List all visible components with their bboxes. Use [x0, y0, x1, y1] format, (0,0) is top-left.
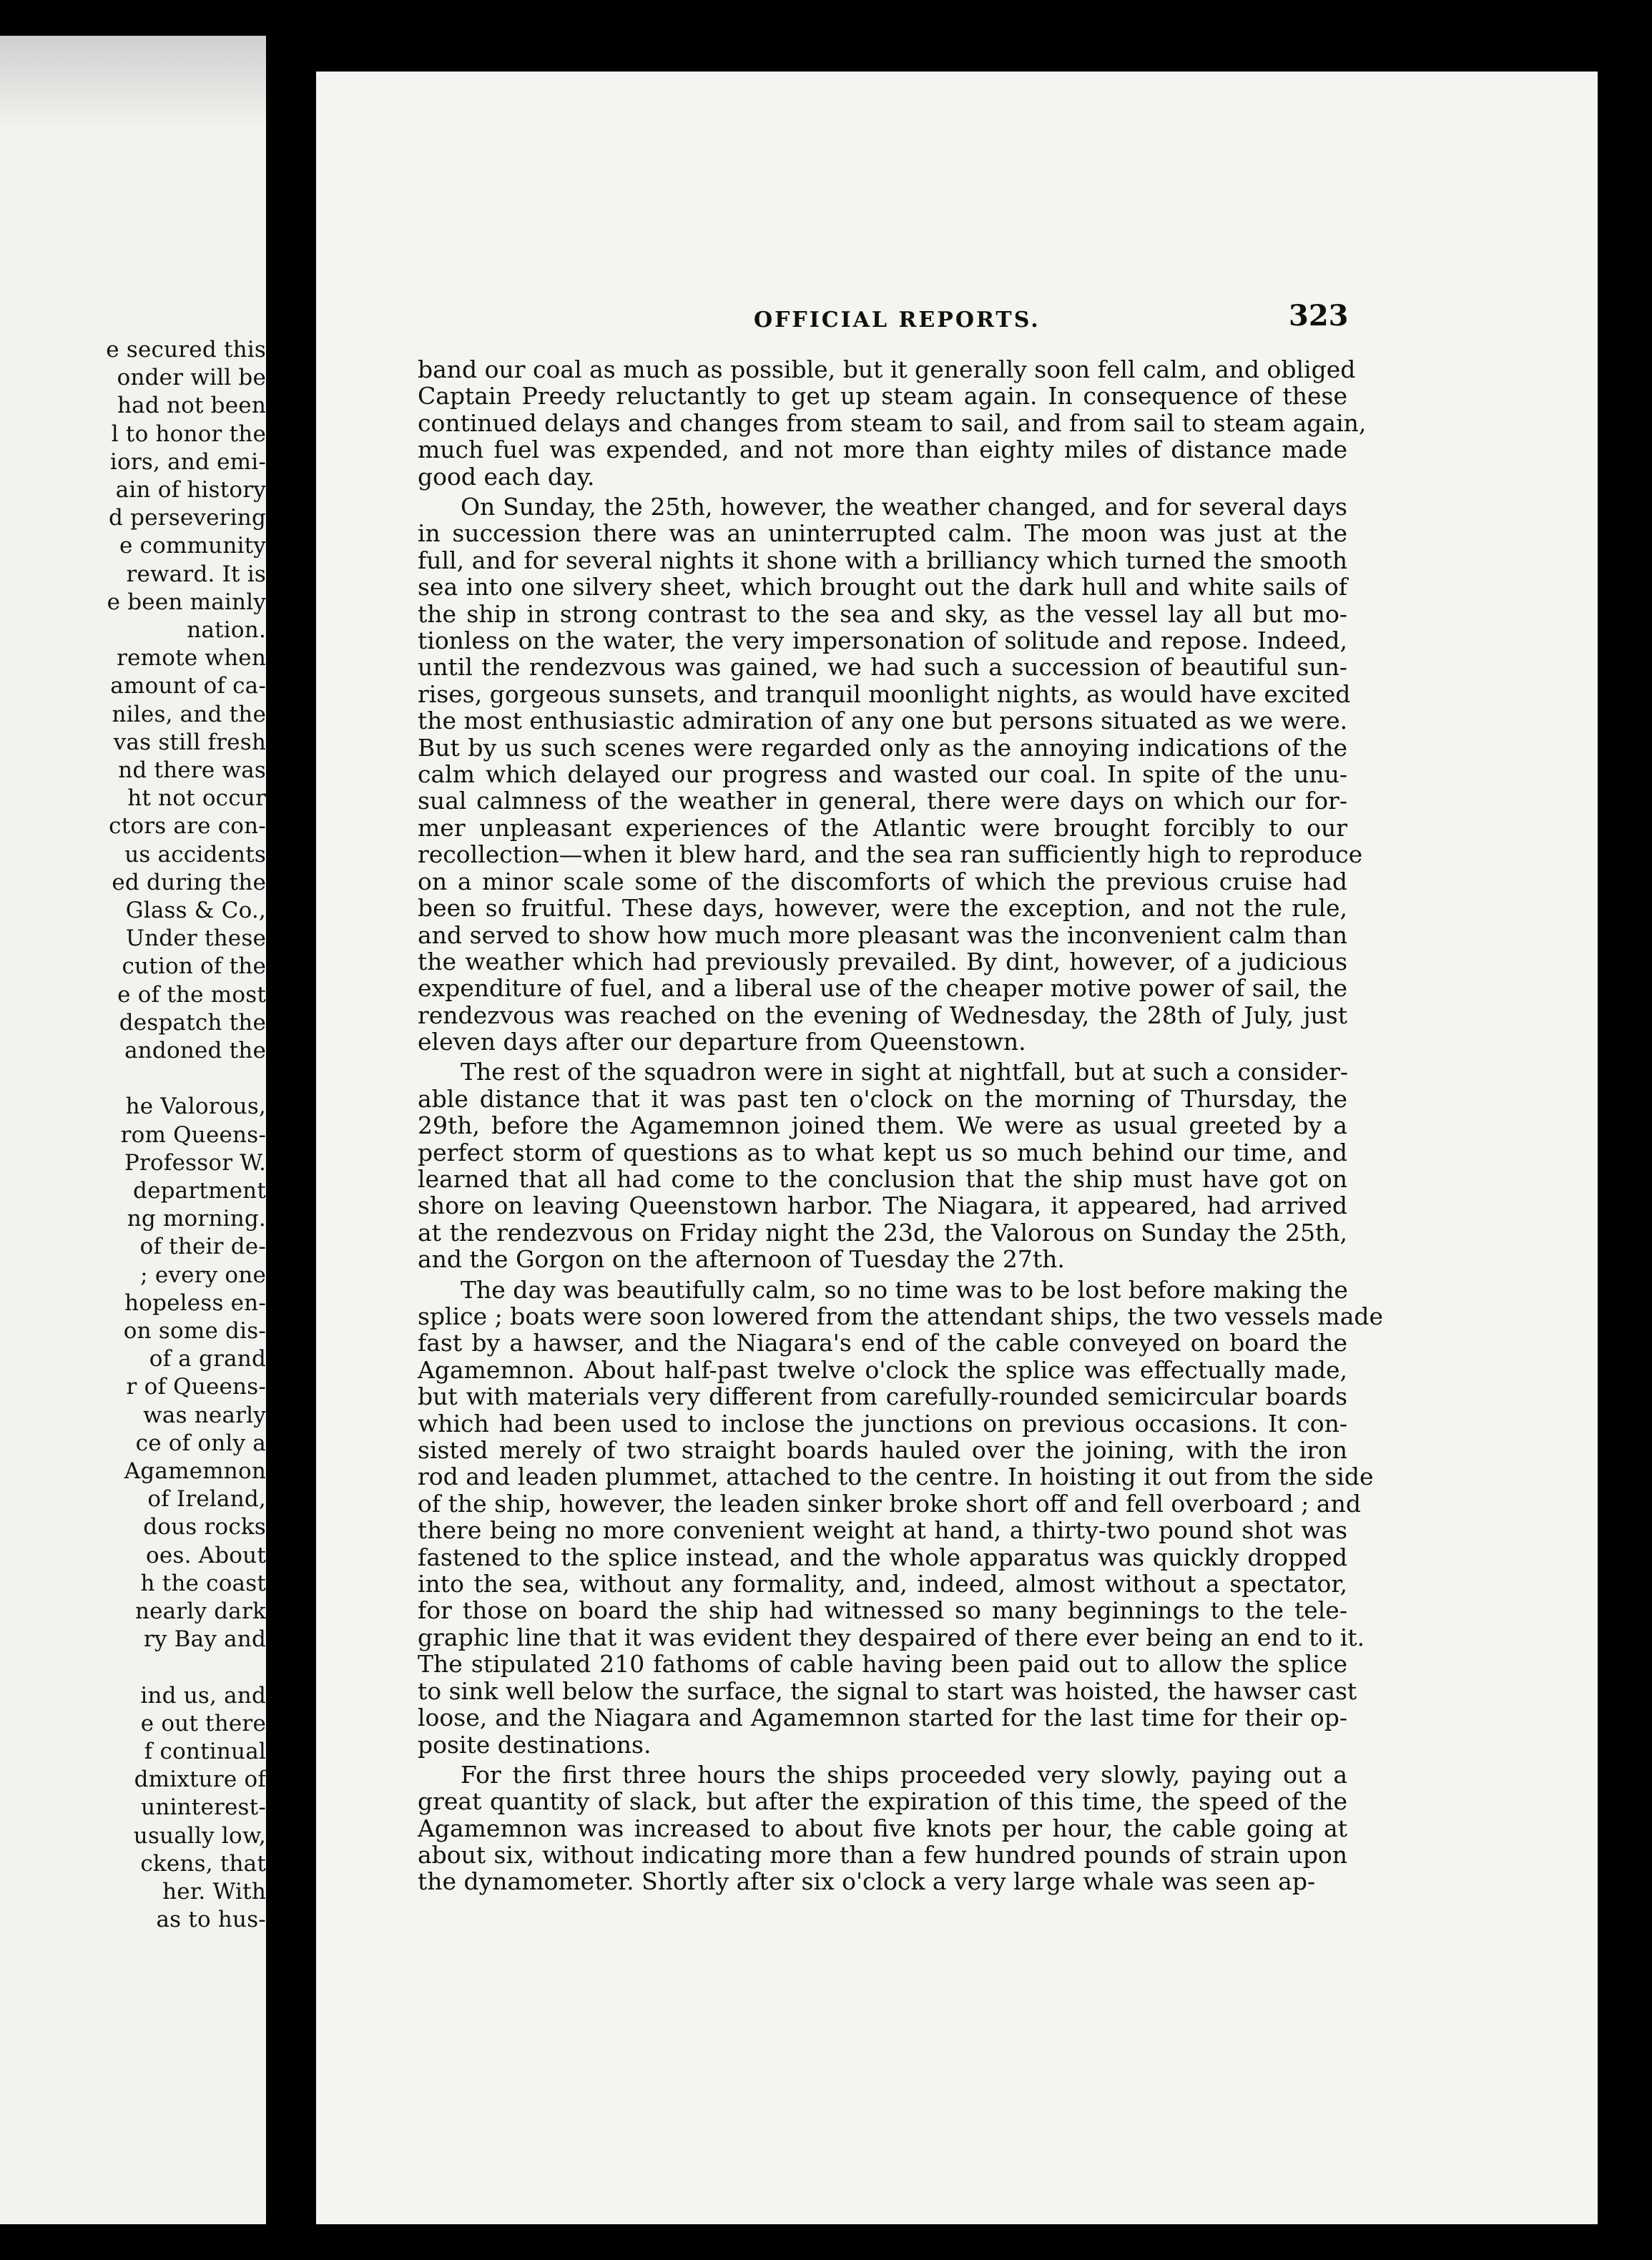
- text-line: in succession there was an uninterrupted calm. The moon was just at the: [418, 519, 1347, 548]
- text-line: On Sunday, the 25th, however, the weather changed, and for several days: [461, 493, 1347, 521]
- right-page: [316, 72, 1598, 2260]
- page-number: 323: [1289, 299, 1349, 333]
- text-line: into the sea, without any formality, and, indeed, almost without a spectator,: [418, 1570, 1347, 1598]
- left-page: [0, 36, 266, 2239]
- text-line: The rest of the squadron were in sight at nightfall, but at such a consider-: [461, 1058, 1349, 1086]
- left-page-line: e out there: [140, 1710, 266, 1736]
- text-line: on a minor scale some of the discomforts of which the previous cruise had: [418, 867, 1347, 895]
- left-page-line: of a grand: [149, 1346, 266, 1372]
- left-page-line: vas still fresh: [113, 729, 266, 755]
- left-page-line: e community: [119, 533, 266, 559]
- text-line: able distance that it was past ten o'clock on the morning of Thursday, the: [418, 1084, 1347, 1113]
- left-page-line: cution of the: [122, 953, 266, 980]
- left-page-line: Agamemnon: [124, 1458, 266, 1484]
- left-page-line: e secured this: [106, 337, 266, 363]
- left-page-line: reward. It is: [126, 561, 266, 587]
- left-page-line: usually low,: [133, 1822, 266, 1849]
- left-page-line: ind us, and: [140, 1682, 266, 1709]
- text-line: great quantity of slack, but after the expiration of this time, the speed of the: [418, 1787, 1347, 1816]
- left-page-line: r of Queens-: [126, 1374, 266, 1400]
- left-page-line: her. With: [162, 1879, 266, 1905]
- text-line: fastened to the splice instead, and the whole apparatus was quickly dropped: [418, 1543, 1347, 1571]
- page-header: [316, 299, 1598, 342]
- text-line: loose, and the Niagara and Agamemnon started for the last time for their op-: [418, 1704, 1347, 1732]
- text-line: sea into one silvery sheet, which brought out the dark hull and white sails of: [418, 573, 1347, 601]
- text-line: Agamemnon was increased to about five knots per hour, the cable going at: [418, 1814, 1347, 1842]
- left-page-line: d persevering: [109, 505, 266, 531]
- text-line: Captain Preedy reluctantly to get up steam again. In consequence of these: [418, 382, 1347, 411]
- left-page-line: f continual: [144, 1739, 266, 1764]
- left-page-line: ry Bay and: [143, 1626, 266, 1653]
- paragraph: [418, 355, 1367, 491]
- left-page-line: oes. About: [146, 1542, 266, 1568]
- left-page-line: department: [133, 1178, 266, 1204]
- text-line: the ship in strong contrast to the sea and sky, as the vessel lay all but mo-: [418, 599, 1347, 628]
- left-page-line: onder will be: [117, 365, 266, 391]
- text-line: perfect storm of questions as to what kept us so much behind our time, and: [418, 1138, 1347, 1166]
- running-head: OFFICIAL REPORTS.: [754, 308, 1041, 333]
- text-line: the most enthusiastic admiration of any one but persons situated as we were.: [418, 707, 1348, 735]
- left-page-line: had not been: [117, 393, 266, 419]
- left-page-line: dmixture of: [134, 1767, 266, 1793]
- left-page-line: [0, 1654, 266, 1681]
- left-page-line: iors, and emi-: [109, 448, 266, 475]
- text-line: For the first three hours the ships proceeded very slowly, paying out a: [461, 1760, 1347, 1789]
- text-line: at the rendezvous on Friday night the 23d, the Valorous on Sunday the 25th,: [418, 1218, 1347, 1247]
- text-line: to sink well below the surface, the signal to start was hoisted, the hawser cast: [418, 1676, 1357, 1705]
- text-line: the dynamometer. Shortly after six o'clock a very large whale was seen ap-: [418, 1867, 1316, 1896]
- left-page-line: [0, 1065, 266, 1092]
- text-line: the weather which had previously prevailed. By dint, however, of a judicious: [418, 947, 1347, 976]
- left-page-line: nd there was: [118, 757, 266, 783]
- text-line: graphic line that it was evident they despaired of there ever being an end to it.: [418, 1623, 1365, 1651]
- left-page-line: rom Queens-: [120, 1121, 266, 1148]
- text-line: full, and for several nights it shone with a brilliancy which turned the smooth: [418, 546, 1347, 574]
- left-page-line: he Valorous,: [125, 1094, 266, 1120]
- text-line: band our coal as much as possible, but it generally soon fell calm, and obliged: [418, 355, 1356, 383]
- text-line: mer unpleasant experiences of the Atlantic were brought forcibly to our: [418, 813, 1347, 842]
- left-page-line: as to hus-: [156, 1907, 266, 1933]
- text-line: splice ; boats were soon lowered from the attendant ships, the two vessels made: [418, 1302, 1384, 1330]
- left-page-line: ce of only a: [135, 1430, 266, 1456]
- text-line: expenditure of fuel, and a liberal use of the cheaper motive power of sail, the: [418, 974, 1347, 1003]
- left-page-line: on some dis-: [123, 1318, 266, 1344]
- text-line: been so fruitful. These days, however, were the exception, and not the rule,: [418, 894, 1347, 923]
- text-line: sisted merely of two straight boards hauled over the joining, with the iron: [418, 1436, 1347, 1465]
- left-page-line: of their de-: [139, 1234, 266, 1260]
- text-line: much fuel was expended, and not more than eighty miles of distance made: [418, 436, 1347, 464]
- left-page-line: niles, and the: [112, 701, 266, 727]
- text-line: The day was beautifully calm, so no time was to be lost before making the: [461, 1275, 1348, 1304]
- paragraph: [418, 1275, 1384, 1759]
- left-page-line: dous rocks: [143, 1514, 266, 1541]
- text-line: tionless on the water, the very impersonation of solitude and repose. Indeed,: [418, 627, 1347, 655]
- left-page-line: e of the most: [117, 981, 266, 1008]
- text-line: rendezvous was reached on the evening of Wednesday, the 28th of July, just: [418, 1001, 1347, 1029]
- left-page-line: ng morning.: [127, 1206, 266, 1232]
- text-line: Agamemnon. About half-past twelve o'clock the splice was effectually made,: [418, 1355, 1347, 1384]
- text-line: rod and leaden plummet, attached to the centre. In hoisting it out from the side: [418, 1463, 1374, 1491]
- left-page-line: h the coast: [140, 1570, 266, 1596]
- left-page-line: andoned the: [124, 1038, 266, 1063]
- left-page-line: of Ireland,: [147, 1486, 266, 1513]
- text-line: for those on board the ship had witnessed so many beginnings to the tele-: [418, 1596, 1347, 1625]
- left-page-line: Professor W.: [124, 1149, 266, 1176]
- text-line: about six, without indicating more than a few hundred pounds of strain upon: [418, 1841, 1347, 1870]
- left-page-line: despatch the: [119, 1009, 266, 1036]
- left-page-line: ctors are con-: [109, 813, 266, 840]
- left-page-line: ckens, that: [140, 1850, 266, 1877]
- left-page-line: was nearly: [143, 1402, 266, 1428]
- text-line: there being no more convenient weight at hand, a thirty-two pound shot was: [418, 1516, 1347, 1545]
- text-line: But by us such scenes were regarded only as the annoying indications of the: [418, 733, 1347, 762]
- text-line: recollection—when it blew hard, and the sea ran sufficiently high to reproduce: [418, 840, 1363, 869]
- left-page-line: nation.: [187, 617, 266, 643]
- text-line: learned that all had come to the conclusion that the ship must have got on: [418, 1165, 1347, 1194]
- left-page-line: Glass & Co.,: [125, 898, 266, 923]
- text-line: fast by a hawser, and the Niagara's end of the cable conveyed on board the: [418, 1329, 1347, 1357]
- left-page-line: ; every one: [140, 1262, 266, 1288]
- text-line: but with materials very different from carefully-rounded semicircular boards: [418, 1382, 1347, 1411]
- text-line: continued delays and changes from steam to sail, and from sail to steam again,: [418, 408, 1367, 437]
- left-page-line: nearly dark: [134, 1598, 266, 1624]
- left-page-line: ain of history: [115, 477, 266, 503]
- paragraph: [418, 493, 1363, 1056]
- text-line: and served to show how much more pleasant was the inconvenient calm than: [418, 920, 1347, 949]
- text-line: sual calmness of the weather in general, there were days on which our for-: [418, 787, 1347, 815]
- left-page-line: hopeless en-: [124, 1289, 266, 1316]
- left-page-line: remote when: [117, 645, 266, 672]
- left-page-line: l to honor the: [111, 421, 266, 447]
- text-line: posite destinations.: [418, 1730, 652, 1759]
- text-line: until the rendezvous was gained, we had such a succession of beautiful sun-: [418, 653, 1347, 682]
- left-page-line: ed during the: [112, 869, 266, 895]
- page-edge-shadow: [0, 36, 266, 129]
- left-page-line: ht not occur: [127, 785, 266, 812]
- text-line: shore on leaving Queenstown harbor. The Niagara, it appeared, had arrived: [418, 1192, 1347, 1220]
- paragraph: [418, 1058, 1347, 1272]
- left-page-line: Under these: [125, 925, 266, 952]
- paragraph: [418, 1762, 1347, 1895]
- text-line: The stipulated 210 fathoms of cable having been paid out to allow the splice: [418, 1650, 1347, 1679]
- page-gutter: [266, 0, 316, 2260]
- left-page-line: uninterest-: [141, 1794, 266, 1821]
- text-line: eleven days after our departure from Queenstown.: [418, 1028, 1026, 1056]
- text-line: 29th, before the Agamemnon joined them. We were as usual greeted by a: [418, 1111, 1347, 1140]
- text-line: and the Gorgon on the afternoon of Tuesday the 27th.: [418, 1245, 1065, 1274]
- text-line: good each day.: [418, 462, 595, 491]
- bottom-margin: [0, 2224, 1652, 2260]
- text-line: of the ship, however, the leaden sinker broke short off and fell overboard ; and: [418, 1489, 1361, 1518]
- left-page-line: amount of ca-: [110, 673, 266, 699]
- text-line: calm which delayed our progress and wasted our coal. In spite of the unu-: [418, 760, 1347, 789]
- text-line: rises, gorgeous sunsets, and tranquil moonlight nights, as would have excited: [418, 679, 1351, 708]
- left-page-line: us accidents: [124, 841, 266, 868]
- left-page-line: e been mainly: [107, 589, 266, 615]
- text-line: which had been used to inclose the junctions on previous occasions. It con-: [418, 1409, 1347, 1438]
